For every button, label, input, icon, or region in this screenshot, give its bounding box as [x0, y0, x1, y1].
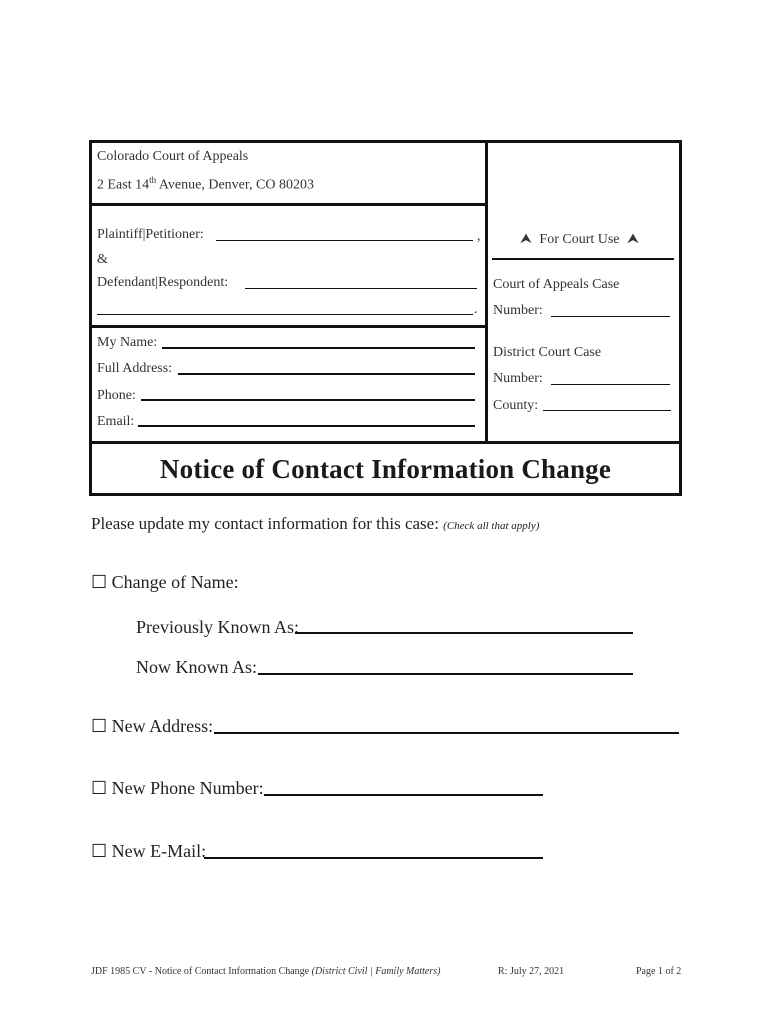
phone-field[interactable] [141, 399, 475, 401]
change-name-checkbox[interactable]: ☐ [91, 572, 108, 592]
now-known-field[interactable] [258, 673, 633, 675]
up-arrowhead-icon: ⮝ [520, 232, 532, 247]
court-use-header: ⮝ For Court Use ⮝ [520, 232, 639, 247]
court-use-rule [492, 258, 674, 260]
up-arrowhead-icon: ⮝ [627, 232, 639, 247]
now-known-label: Now Known As: [136, 657, 258, 677]
previously-known-field[interactable] [295, 632, 633, 634]
caption-divider-parties [89, 325, 487, 328]
county-field[interactable] [543, 410, 671, 411]
appeals-case-label: Court of Appeals Case [493, 277, 620, 292]
new-email-field[interactable] [204, 857, 543, 859]
footer-revision: R: July 27, 2021 [498, 966, 565, 977]
change-name-label: Change of Name: [111, 572, 239, 592]
page-title: Notice of Contact Information Change [159, 454, 612, 484]
footer-page: Page 1 of 2 [636, 966, 682, 977]
district-number-field[interactable] [551, 384, 670, 385]
full-address-field[interactable] [178, 373, 475, 375]
title-row [89, 443, 682, 496]
phone-label: Phone: [97, 388, 136, 403]
plaintiff-label: Plaintiff|Petitioner: [97, 227, 204, 242]
new-address-field[interactable] [214, 732, 679, 734]
district-case-label: District Court Case [493, 345, 602, 360]
plaintiff-field[interactable] [216, 240, 473, 241]
defendant-field[interactable] [245, 288, 477, 289]
instructions-note: (Check all that apply) [443, 520, 540, 532]
new-phone-checkbox[interactable]: ☐ [91, 778, 108, 798]
and-label: & [97, 252, 108, 267]
email-field[interactable] [138, 425, 475, 427]
previously-known-label: Previously Known As: [136, 617, 300, 637]
court-address: 2 East 14th Avenue, Denver, CO 80203 [97, 175, 314, 193]
my-name-field[interactable] [162, 347, 475, 349]
new-email-label: New E-Mail: [111, 841, 207, 861]
full-address-label: Full Address: [97, 361, 173, 376]
defendant-period: . [474, 302, 478, 317]
email-label: Email: [97, 414, 135, 429]
court-name: Colorado Court of Appeals [97, 149, 249, 164]
appeals-number-label: Number: [493, 303, 543, 318]
new-email-checkbox[interactable]: ☐ [91, 841, 108, 861]
district-number-label: Number: [493, 371, 543, 386]
new-address-option [91, 716, 213, 737]
footer-form-scope: (District Civil | Family Matters) [311, 966, 441, 977]
county-label: County: [493, 398, 539, 413]
new-phone-field[interactable] [264, 794, 543, 796]
caption-divider-court [89, 203, 487, 206]
caption-vertical-divider [485, 140, 488, 444]
defendant-label: Defendant|Respondent: [97, 275, 229, 290]
new-phone-label: New Phone Number: [111, 778, 264, 798]
instructions: Please update my contact information for this case: (Check all that apply) [91, 514, 540, 533]
new-phone-option [91, 778, 264, 799]
change-name-option [91, 572, 239, 593]
footer-form-id: JDF 1985 CV - Notice of Contact Information Change (District Civil | Family Matters) [91, 966, 441, 977]
defendant-field-line2[interactable] [97, 314, 473, 315]
new-address-checkbox[interactable]: ☐ [91, 716, 108, 736]
new-address-label: New Address: [111, 716, 214, 736]
new-email-option [91, 841, 206, 862]
plaintiff-comma: , [477, 229, 481, 244]
my-name-label: My Name: [97, 335, 158, 350]
appeals-number-field[interactable] [551, 316, 670, 317]
